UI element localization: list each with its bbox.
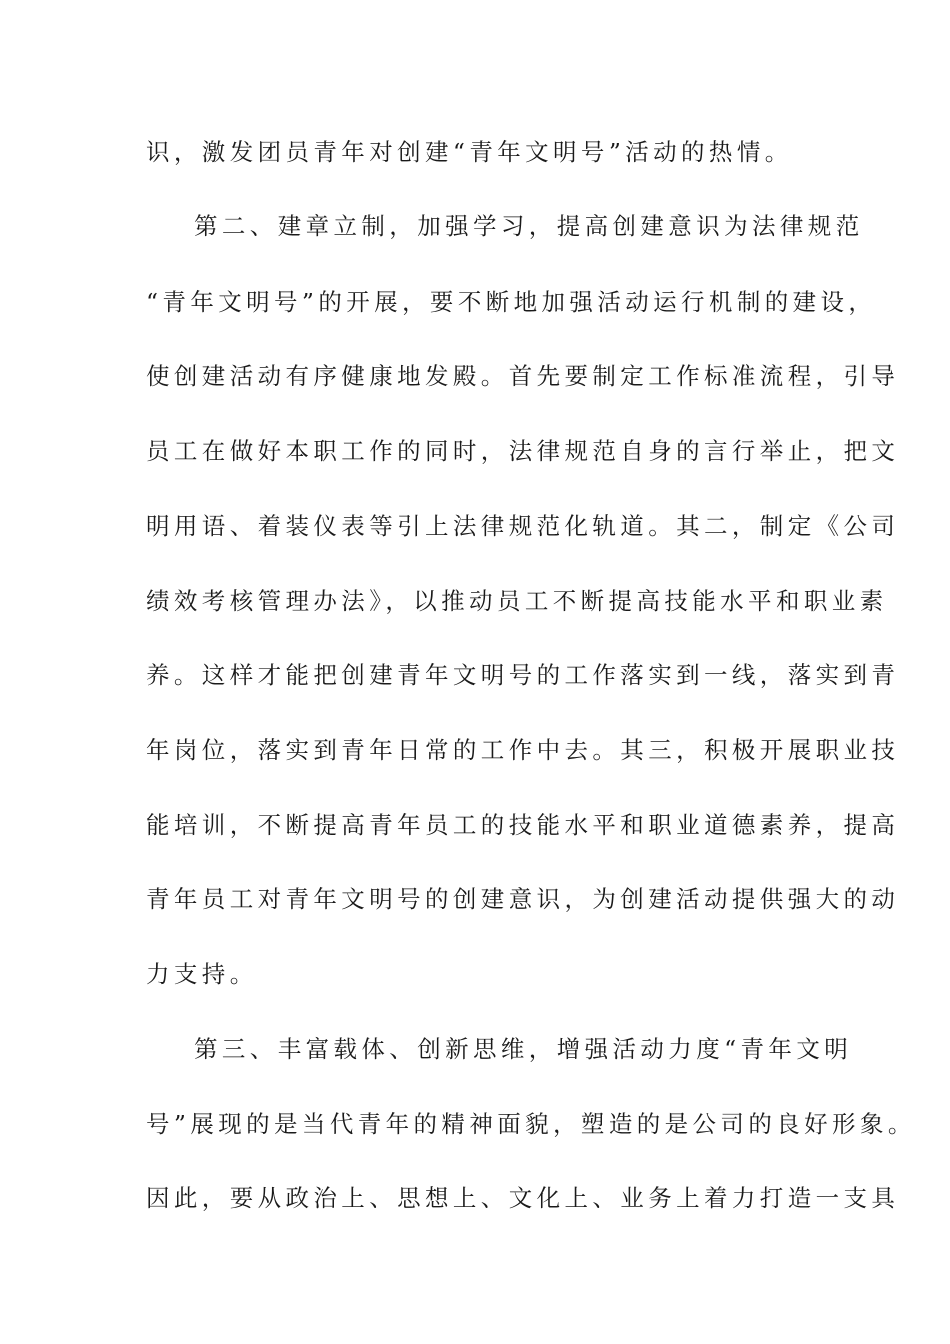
paragraph-heading-line: 第二、建章立制，加强学习，提高创建意识为法律规范	[194, 212, 864, 240]
text-line: 年岗位，落实到青年日常的工作中去。其三，积极开展职业技	[146, 736, 900, 764]
text-line: 识，激发团员青年对创建“青年文明号”活动的热情。	[146, 138, 793, 166]
text-line: 号”展现的是当代青年的精神面貌，塑造的是公司的良好形象。	[146, 1110, 916, 1138]
text-line: “青年文明号”的开展，要不断地加强活动运行机制的建设，	[146, 288, 877, 316]
text-line: 青年员工对青年文明号的创建意识，为创建活动提供强大的动	[146, 885, 900, 913]
text-line: 使创建活动有序健康地发殿。首先要制定工作标准流程，引导	[146, 362, 900, 390]
paragraph-heading-line: 第三、丰富载体、创新思维，增强活动力度“青年文明	[194, 1035, 853, 1063]
text-line: 绩效考核管理办法》，以推动员工不断提高技能水平和职业素	[146, 587, 888, 615]
text-line: 员工在做好本职工作的同时，法律规范自身的言行举止，把文	[146, 437, 900, 465]
text-line: 力支持。	[146, 960, 258, 988]
text-line: 养。这样才能把创建青年文明号的工作落实到一线，落实到青	[146, 661, 900, 689]
text-line: 明用语、着装仪表等引上法律规范化轨道。其二，制定《公司	[146, 512, 900, 540]
text-line: 能培训，不断提高青年员工的技能水平和职业道德素养，提高	[146, 811, 900, 839]
text-line: 因此，要从政治上、思想上、文化上、业务上着力打造一支具	[146, 1184, 900, 1212]
